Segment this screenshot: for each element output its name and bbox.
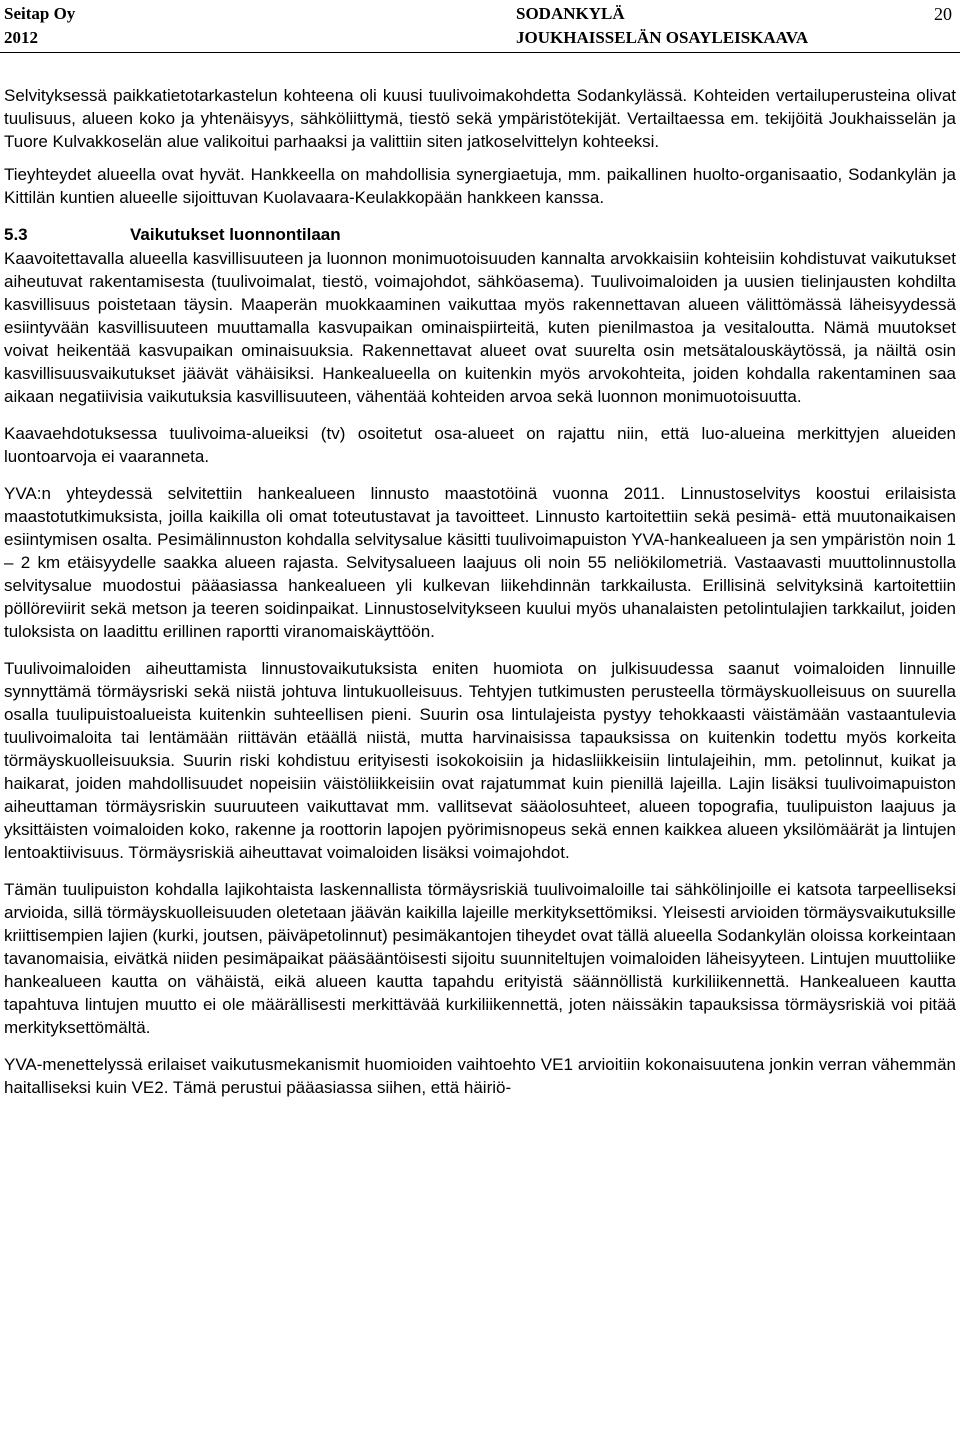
header-plan-title: JOUKHAISSELÄN OSAYLEISKAAVA (516, 28, 809, 47)
paragraph: Selvityksessä paikkatietotarkastelun kohteena oli kuusi tuulivoimakohdetta Sodankylässä. Kohteiden vertailuperusteina olivat tuulisuus, alueen koko ja yhtenäisyys, sähköliittymä, tiestö sekä ympäristötekijät. Vertailtaessa em. tekijöitä Joukhaisselän ja Tuore Kulvakkoselän alue valikoitui parhaaksi ja valittiin siten jatkoselvittelyn kohteeksi. (4, 86, 956, 151)
document-body (4, 84, 956, 1113)
header-divider (0, 52, 960, 53)
paragraph: YVA:n yhteydessä selvitettiin hankealueen linnusto maastotöinä vuonna 2011. Linnustoselvitys koostui erilaisista maastotutkimuksista, joilla kaikilla oli omat toteutustavat ja tavoitteet. Linnusto kartoitettiin sekä pesimä- että muutonaikaisen esiintymisen osalta. Pesimälinnuston kohdalla selvitysalue käsitti tuulivoimapuiston YVA-hankealueen ja sen ympäristön noin 1 – 2 km etäisyydelle saakka alueen rajasta. Selvitysalueen laajuus oli noin 55 neliökilometriä. Vastaavasti muuttolinnustolla selvitysalue muodostui pääasiassa hankealueen yli kulkevan liikehdinnän tarkkailusta. Erillisinä selvityksinä kartoitettiin pöllöreviirit sekä metson ja teeren soidinpaikat. Linnustoselvitykseen kuului myös uhanalaisten petolintulajien tarkkailut, joiden tuloksista on laadittu erillinen raportti viranomaiskäyttöön. (4, 484, 956, 641)
header-year: 2012 (4, 28, 38, 47)
paragraph: YVA-menettelyssä erilaiset vaikutusmekanismit huomioiden vaihtoehto VE1 arvioitiin kokonaisuutena jonkin verran vähemmän haitalliseksi kuin VE2. Tämä perustui pääasiassa siihen, että häiriö- (4, 1055, 956, 1097)
header-company: Seitap Oy (4, 4, 76, 23)
page-header (0, 0, 960, 52)
section-number: 5.3 (4, 225, 28, 244)
paragraph: Tieyhteydet alueella ovat hyvät. Hankkeella on mahdollisia synergiaetuja, mm. paikallinen huolto-organisaatio, Sodankylän ja Kittilän kuntien alueelle sijoittuvan Kuolavaara-Keulakkopään hankkeen kanssa. (4, 165, 956, 207)
header-center (516, 2, 808, 50)
header-municipality: SODANKYLÄ (516, 4, 625, 23)
section-title: Vaikutukset luonnontilaan (130, 225, 341, 244)
paragraph: Kaavaehdotuksessa tuulivoima-alueiksi (tv) osoitetut osa-alueet on rajattu niin, että luo-alueina merkittyjen alueiden luontoarvoja ei vaaranneta. (4, 424, 956, 466)
section-heading (4, 223, 956, 247)
header-left (4, 2, 75, 50)
paragraph: Tuulivoimaloiden aiheuttamista linnustovaikutuksista eniten huomiota on julkisuudessa saanut voimaloiden linnuille synnyttämä törmäysriski sekä niistä johtuva lintukuolleisuus. Tehtyjen tutkimusten perusteella törmäyskuolleisuus on suurella osalla tuulipuistoalueista kuitenkin suhteellisen pieni. Suurin osa lintulajeista pystyy tehokkaasti väistämään vastaantulevia tuulivoimaloita tai lentämään riittävän etäällä niistä, mutta harvinaisissa tapauksissa on kuitenkin todettu myös korkeita törmäyskuolleisuuksia. Suurin riski kohdistuu erityisesti isokokoisiin ja hidasliikkeisiin lintulajeihin, mm. petolinnut, kuikat ja haikarat, joiden mahdollisuudet nopeisiin väistöliikkeisiin ovat rajatummat kuin pienillä lajeilla. Lajin lisäksi tuulivoimapuiston aiheuttaman törmäysriskin suuruuteen vaikuttavat mm. vallitsevat sääolosuhteet, alueen topografia, tuulipuiston laajuus ja yksittäisten voimaloiden koko, rakenne ja roottorin lapojen pyörimisnopeus sekä ennen kaikkea alueen yksilömäärät ja lintujen lentoaktiivisuus. Törmäysriskiä aiheuttavat voimaloiden lisäksi voimajohdot. (4, 659, 956, 862)
paragraph: Tämän tuulipuiston kohdalla lajikohtaista laskennallista törmäysriskiä tuulivoimaloille tai sähkölinjoille ei katsota tarpeelliseksi arvioida, sillä törmäyskuolleisuuden oletetaan jäävän kaikilla lajeille merkityksettömiksi. Yleisesti arvioiden törmäysvaikutuksille kriittisempien lajien (kurki, joutsen, päiväpetolinnut) pesimäkantojen tiheydet ovat tällä alueella Sodankylän oloissa korkeintaan tavanomaisia, eivätkä niiden pesimäpaikat pääsääntöisesti sijoitu suunniteltujen voimaloiden läheisyyteen. Lintujen muuttoliike hankealueen kautta on vähäistä, eikä alueen kautta tapahdu erityistä säännöllistä kurkiliikennettä. Hankealueen kautta tapahtuva lintujen muutto ei ole määrällisesti merkittävää kurkiliikennettä, joten näissäkin tapauksissa törmäysriskiä voi pitää merkityksettömältä. (4, 880, 956, 1037)
paragraph: Kaavoitettavalla alueella kasvillisuuteen ja luonnon monimuotoisuuden kannalta arvokkaisiin kohteisiin kohdistuvat vaikutukset aiheutuvat rakentamisesta (tuulivoimalat, tiestö, voimajohdot, sähköasema). Tuulivoimaloiden ja uusien tielinjausten kohdilta kasvillisuus poistetaan täysin. Maaperän muokkaaminen vaikuttaa myös rakennettavan alueen välittömässä läheisyydessä esiintyvään kasvillisuuteen muuttamalla kasvupaikan ominaispiirteitä, kuten pienilmastoa ja vesitaloutta. Nämä muutokset voivat heikentää kasvupaikan ominaisuuksia. Rakennettavat alueet ovat suurelta osin metsätalouskäytössä, ja näiltä osin kasvillisuusvaikutukset jäävät vähäisiksi. Hankealueella on kuitenkin myös arvokohteita, joiden kohdalla rakentaminen saa aikaan negatiivisia vaikutuksia kasvillisuuteen, vähentää kohteiden arvoa sekä luonnon monimuotoisuutta. (4, 249, 956, 406)
page-number: 20 (934, 4, 952, 24)
